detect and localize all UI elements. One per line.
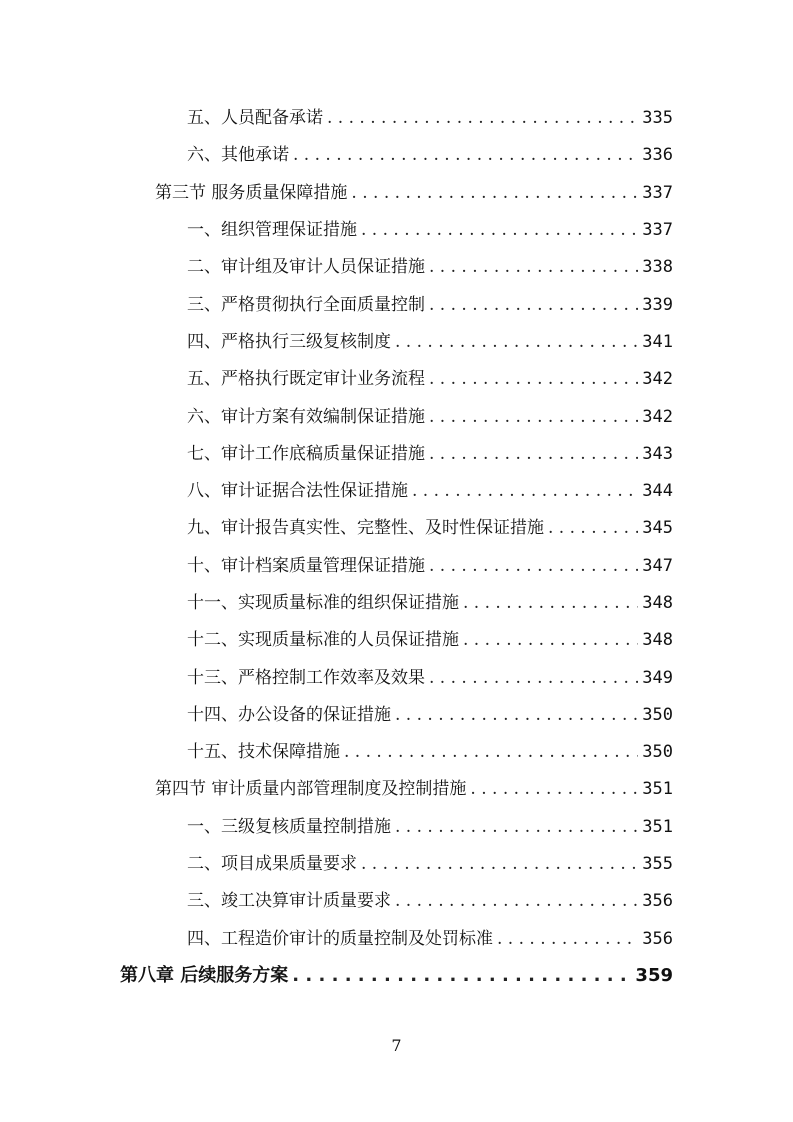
toc-entry-page-number: 338 bbox=[642, 257, 673, 278]
toc-entry-page-number: 342 bbox=[642, 369, 673, 390]
dot-leader bbox=[412, 483, 638, 500]
dot-leader bbox=[361, 856, 638, 873]
toc-entry-page-number: 337 bbox=[642, 182, 673, 203]
toc-entry-page-number: 342 bbox=[642, 406, 673, 427]
toc-entry-label: 八、审计证据合法性保证措施 bbox=[187, 481, 408, 502]
dot-leader bbox=[327, 110, 638, 127]
dot-leader bbox=[351, 185, 638, 202]
toc-entry-label: 三、竣工决算审计质量要求 bbox=[187, 891, 391, 912]
toc-item-entry[interactable] bbox=[0, 697, 793, 734]
toc-entry-label: 十三、严格控制工作效率及效果 bbox=[187, 667, 425, 688]
toc-item-entry[interactable] bbox=[0, 212, 793, 249]
toc-entry-label: 十五、技术保障措施 bbox=[187, 742, 340, 763]
dot-leader bbox=[548, 520, 638, 537]
toc-item-entry[interactable] bbox=[0, 286, 793, 323]
dot-leader bbox=[497, 931, 638, 948]
toc-entry-label: 十四、办公设备的保证措施 bbox=[187, 704, 391, 725]
toc-entry-label: 九、审计报告真实性、完整性、及时性保证措施 bbox=[187, 518, 544, 539]
toc-entry-page-number: 349 bbox=[642, 667, 673, 688]
dot-leader bbox=[470, 781, 638, 798]
toc-entry-page-number: 341 bbox=[642, 331, 673, 352]
page-number: 7 bbox=[391, 1036, 402, 1055]
toc-item-entry[interactable] bbox=[0, 659, 793, 696]
toc-entry-label: 五、人员配备承诺 bbox=[187, 108, 323, 129]
toc-entry-label: 一、三级复核质量控制措施 bbox=[187, 816, 391, 837]
toc-entry-label: 一、组织管理保证措施 bbox=[187, 220, 357, 241]
dot-leader bbox=[292, 967, 631, 985]
toc-entry-label: 六、其他承诺 bbox=[187, 145, 289, 166]
toc-entry-label: 十二、实现质量标准的人员保证措施 bbox=[187, 630, 459, 651]
dot-leader bbox=[395, 707, 638, 724]
toc-item-entry[interactable] bbox=[0, 734, 793, 771]
dot-leader bbox=[395, 819, 638, 836]
toc-item-entry[interactable] bbox=[0, 249, 793, 286]
dot-leader bbox=[429, 446, 638, 463]
toc-entry-page-number: 337 bbox=[642, 220, 673, 241]
toc-item-entry[interactable] bbox=[0, 585, 793, 622]
toc-entry-label: 五、严格执行既定审计业务流程 bbox=[187, 369, 425, 390]
toc-chapter-entry[interactable] bbox=[0, 958, 793, 995]
toc-item-entry[interactable] bbox=[0, 548, 793, 585]
toc-section-entry[interactable] bbox=[0, 771, 793, 808]
toc-entry-page-number: 345 bbox=[642, 518, 673, 539]
toc-item-entry[interactable] bbox=[0, 921, 793, 958]
dot-leader bbox=[429, 670, 638, 687]
toc-entry-page-number: 347 bbox=[642, 555, 673, 576]
dot-leader bbox=[293, 147, 638, 164]
toc-item-entry[interactable] bbox=[0, 622, 793, 659]
toc-entry-page-number: 336 bbox=[642, 145, 673, 166]
dot-leader bbox=[463, 632, 638, 649]
toc-entry-label: 二、审计组及审计人员保证措施 bbox=[187, 257, 425, 278]
toc-entry-label: 第四节 审计质量内部管理制度及控制措施 bbox=[155, 779, 467, 800]
toc-entry-page-number: 350 bbox=[642, 742, 673, 763]
toc-entry-label: 二、项目成果质量要求 bbox=[187, 854, 357, 875]
dot-leader bbox=[429, 409, 638, 426]
dot-leader bbox=[395, 334, 638, 351]
toc-entry-label: 十、审计档案质量管理保证措施 bbox=[187, 555, 425, 576]
toc-entry-page-number: 356 bbox=[642, 928, 673, 949]
dot-leader bbox=[344, 744, 638, 761]
toc-item-entry[interactable] bbox=[0, 510, 793, 547]
dot-leader bbox=[429, 558, 638, 575]
dot-leader bbox=[361, 222, 638, 239]
toc-item-entry[interactable] bbox=[0, 398, 793, 435]
toc-entry-page-number: 344 bbox=[642, 481, 673, 502]
dot-leader bbox=[463, 595, 638, 612]
toc-entry-label: 第八章 后续服务方案 bbox=[120, 965, 289, 987]
toc-item-entry[interactable] bbox=[0, 100, 793, 137]
toc-entry-label: 四、严格执行三级复核制度 bbox=[187, 331, 391, 352]
toc-item-entry[interactable] bbox=[0, 883, 793, 920]
dot-leader bbox=[429, 259, 638, 276]
toc-entry-page-number: 348 bbox=[642, 630, 673, 651]
toc-item-entry[interactable] bbox=[0, 361, 793, 398]
toc-entry-page-number: 351 bbox=[642, 779, 673, 800]
toc-entry-page-number: 350 bbox=[642, 704, 673, 725]
toc-entry-page-number: 359 bbox=[635, 965, 673, 987]
toc-item-entry[interactable] bbox=[0, 436, 793, 473]
toc-entry-label: 四、工程造价审计的质量控制及处罚标准 bbox=[187, 928, 493, 949]
dot-leader bbox=[395, 893, 638, 910]
toc-entry-label: 三、严格贯彻执行全面质量控制 bbox=[187, 294, 425, 315]
toc-entry-page-number: 351 bbox=[642, 816, 673, 837]
toc-entry-page-number: 339 bbox=[642, 294, 673, 315]
toc-entry-page-number: 355 bbox=[642, 854, 673, 875]
toc-entry-label: 第三节 服务质量保障措施 bbox=[155, 182, 348, 203]
toc-entry-page-number: 343 bbox=[642, 443, 673, 464]
toc-item-entry[interactable] bbox=[0, 473, 793, 510]
dot-leader bbox=[429, 297, 638, 314]
toc-entry-label: 七、审计工作底稿质量保证措施 bbox=[187, 443, 425, 464]
table-of-contents bbox=[0, 100, 793, 995]
toc-item-entry[interactable] bbox=[0, 324, 793, 361]
toc-entry-page-number: 348 bbox=[642, 593, 673, 613]
toc-entry-page-number: 356 bbox=[642, 891, 673, 912]
toc-entry-label: 六、审计方案有效编制保证措施 bbox=[187, 406, 425, 427]
toc-item-entry[interactable] bbox=[0, 809, 793, 846]
toc-item-entry[interactable] bbox=[0, 137, 793, 174]
toc-section-entry[interactable] bbox=[0, 175, 793, 212]
toc-entry-label: 十一、实现质量标准的组织保证措施 bbox=[187, 593, 459, 613]
dot-leader bbox=[429, 371, 638, 388]
toc-item-entry[interactable] bbox=[0, 846, 793, 883]
toc-entry-page-number: 335 bbox=[642, 108, 673, 129]
